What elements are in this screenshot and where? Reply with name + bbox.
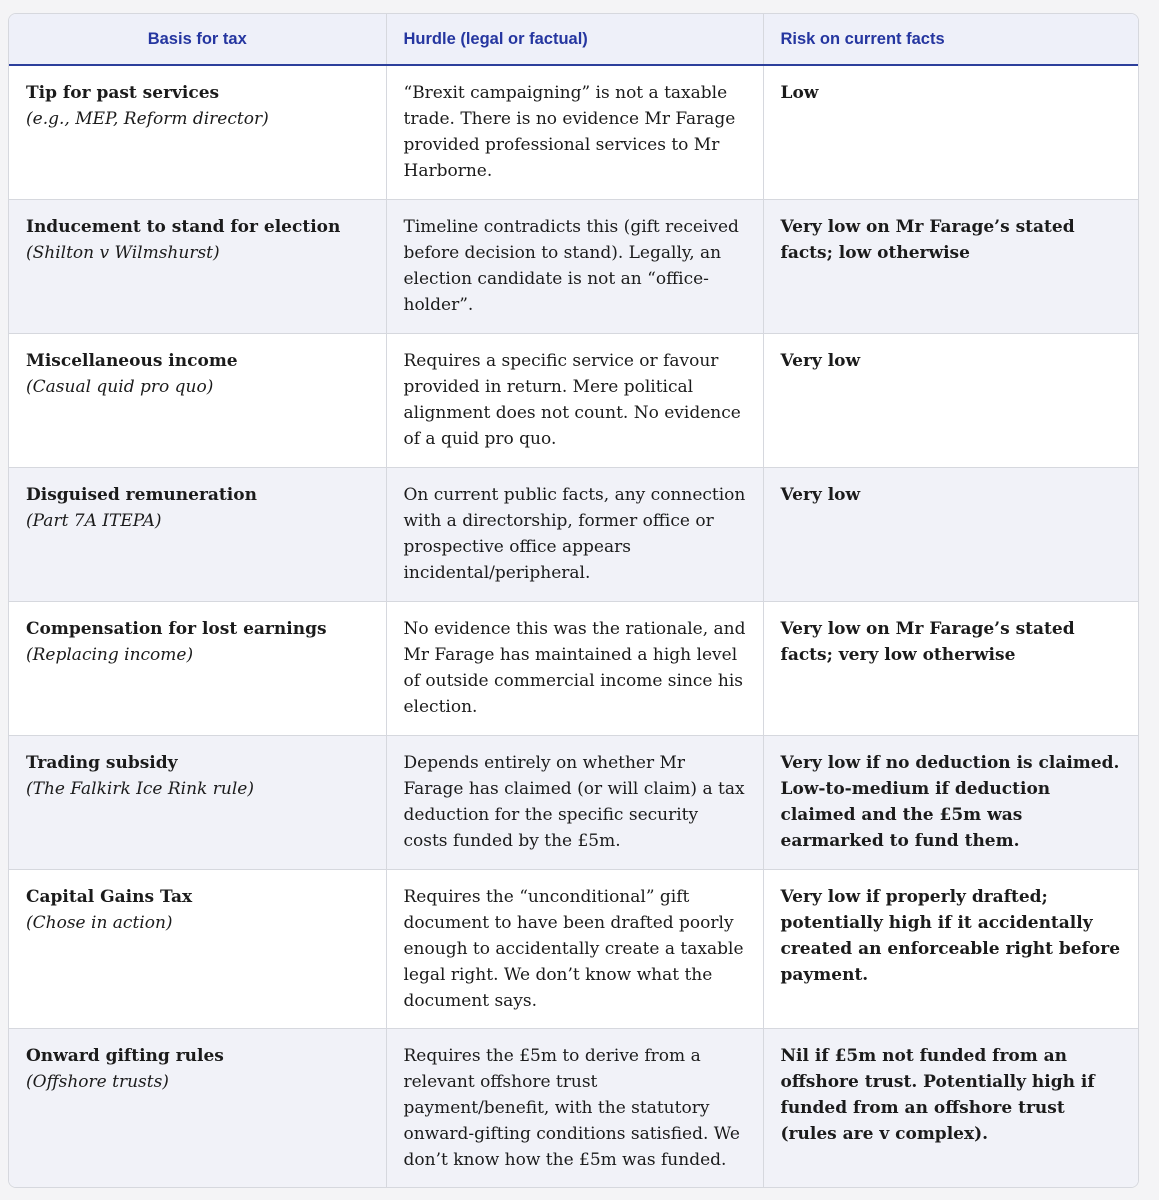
hurdle-cell: On current public facts, any connection with a directorship, former office or prospective office appears incidental/peripheral. — [386, 467, 763, 601]
risk-cell: Very low on Mr Farage’s stated facts; very low otherwise — [780, 618, 1075, 665]
risk-cell: Low — [780, 83, 819, 103]
hurdle-cell: Timeline contradicts this (gift received before decision to stand). Legally, an election candidate is not an “office-holder”. — [386, 199, 763, 333]
basis-subtitle: (The Falkirk Ice Rink rule) — [26, 778, 254, 799]
table-header — [9, 14, 1139, 65]
basis-title: Disguised remuneration — [26, 484, 257, 505]
basis-cell — [9, 735, 386, 869]
tax-risk-table — [9, 14, 1139, 1187]
basis-subtitle: (Replacing income) — [26, 644, 194, 665]
basis-title: Inducement to stand for election — [26, 216, 341, 237]
table-row — [9, 735, 1139, 869]
basis-cell — [9, 601, 386, 735]
basis-cell — [9, 869, 386, 1028]
tax-risk-table-container — [8, 13, 1139, 1188]
basis-cell — [9, 65, 386, 199]
basis-subtitle: (Offshore trusts) — [26, 1071, 169, 1092]
basis-subtitle: (e.g., MEP, Reform director) — [26, 109, 269, 129]
basis-subtitle: (Shilton v Wilmshurst) — [26, 242, 220, 263]
basis-subtitle: (Casual quid pro quo) — [26, 376, 214, 397]
risk-cell: Very low if no deduction is claimed. Low-to-medium if deduction claimed and the £5m was earmarked to fund them. — [780, 752, 1120, 851]
hurdle-cell: Depends entirely on whether Mr Farage has claimed (or will claim) a tax deduction for the specific security costs funded by the £5m. — [386, 735, 763, 869]
basis-title: Compensation for lost earnings — [26, 618, 327, 639]
basis-subtitle: (Part 7A ITEPA) — [26, 510, 162, 531]
risk-cell: Very low — [780, 484, 861, 505]
basis-subtitle: (Chose in action) — [26, 912, 173, 933]
header-basis: Basis for tax — [9, 14, 386, 65]
basis-title: Miscellaneous income — [26, 350, 238, 371]
table-body — [9, 65, 1139, 1187]
basis-title: Tip for past services — [26, 83, 220, 103]
basis-cell — [9, 333, 386, 467]
table-row — [9, 601, 1139, 735]
basis-cell — [9, 1028, 386, 1187]
risk-cell: Very low on Mr Farage’s stated facts; low otherwise — [780, 216, 1075, 263]
header-row — [9, 14, 1139, 65]
table-row — [9, 333, 1139, 467]
table-row — [9, 65, 1139, 199]
table-row — [9, 869, 1139, 1028]
table-row — [9, 467, 1139, 601]
hurdle-cell: “Brexit campaigning” is not a taxable trade. There is no evidence Mr Farage provided professional services to Mr Harborne. — [386, 65, 763, 199]
risk-cell: Nil if £5m not funded from an offshore trust. Potentially high if funded from an offshore trust (rules are v complex). — [780, 1045, 1095, 1144]
basis-title: Onward gifting rules — [26, 1045, 224, 1066]
hurdle-cell: Requires the “unconditional” gift document to have been drafted poorly enough to accidentally create a taxable legal right. We don’t know what the document says. — [386, 869, 763, 1028]
risk-cell: Very low — [780, 350, 861, 371]
header-risk: Risk on current facts — [780, 29, 945, 48]
table-row — [9, 199, 1139, 333]
basis-cell — [9, 467, 386, 601]
hurdle-cell: Requires a specific service or favour provided in return. Mere political alignment does not count. No evidence of a quid pro quo. — [386, 333, 763, 467]
header-hurdle: Hurdle (legal or factual) — [386, 14, 763, 65]
basis-title: Trading subsidy — [26, 752, 178, 773]
risk-cell: Very low if properly drafted; potentially high if it accidentally created an enforceable right before payment. — [780, 886, 1121, 985]
basis-title: Capital Gains Tax — [26, 886, 193, 907]
basis-cell — [9, 199, 386, 333]
hurdle-cell: Requires the £5m to derive from a relevant offshore trust payment/benefit, with the statutory onward-gifting conditions satisfied. We don’t know how the £5m was funded. — [386, 1028, 763, 1187]
table-row — [9, 1028, 1139, 1187]
hurdle-cell: No evidence this was the rationale, and Mr Farage has maintained a high level of outside commercial income since his election. — [386, 601, 763, 735]
